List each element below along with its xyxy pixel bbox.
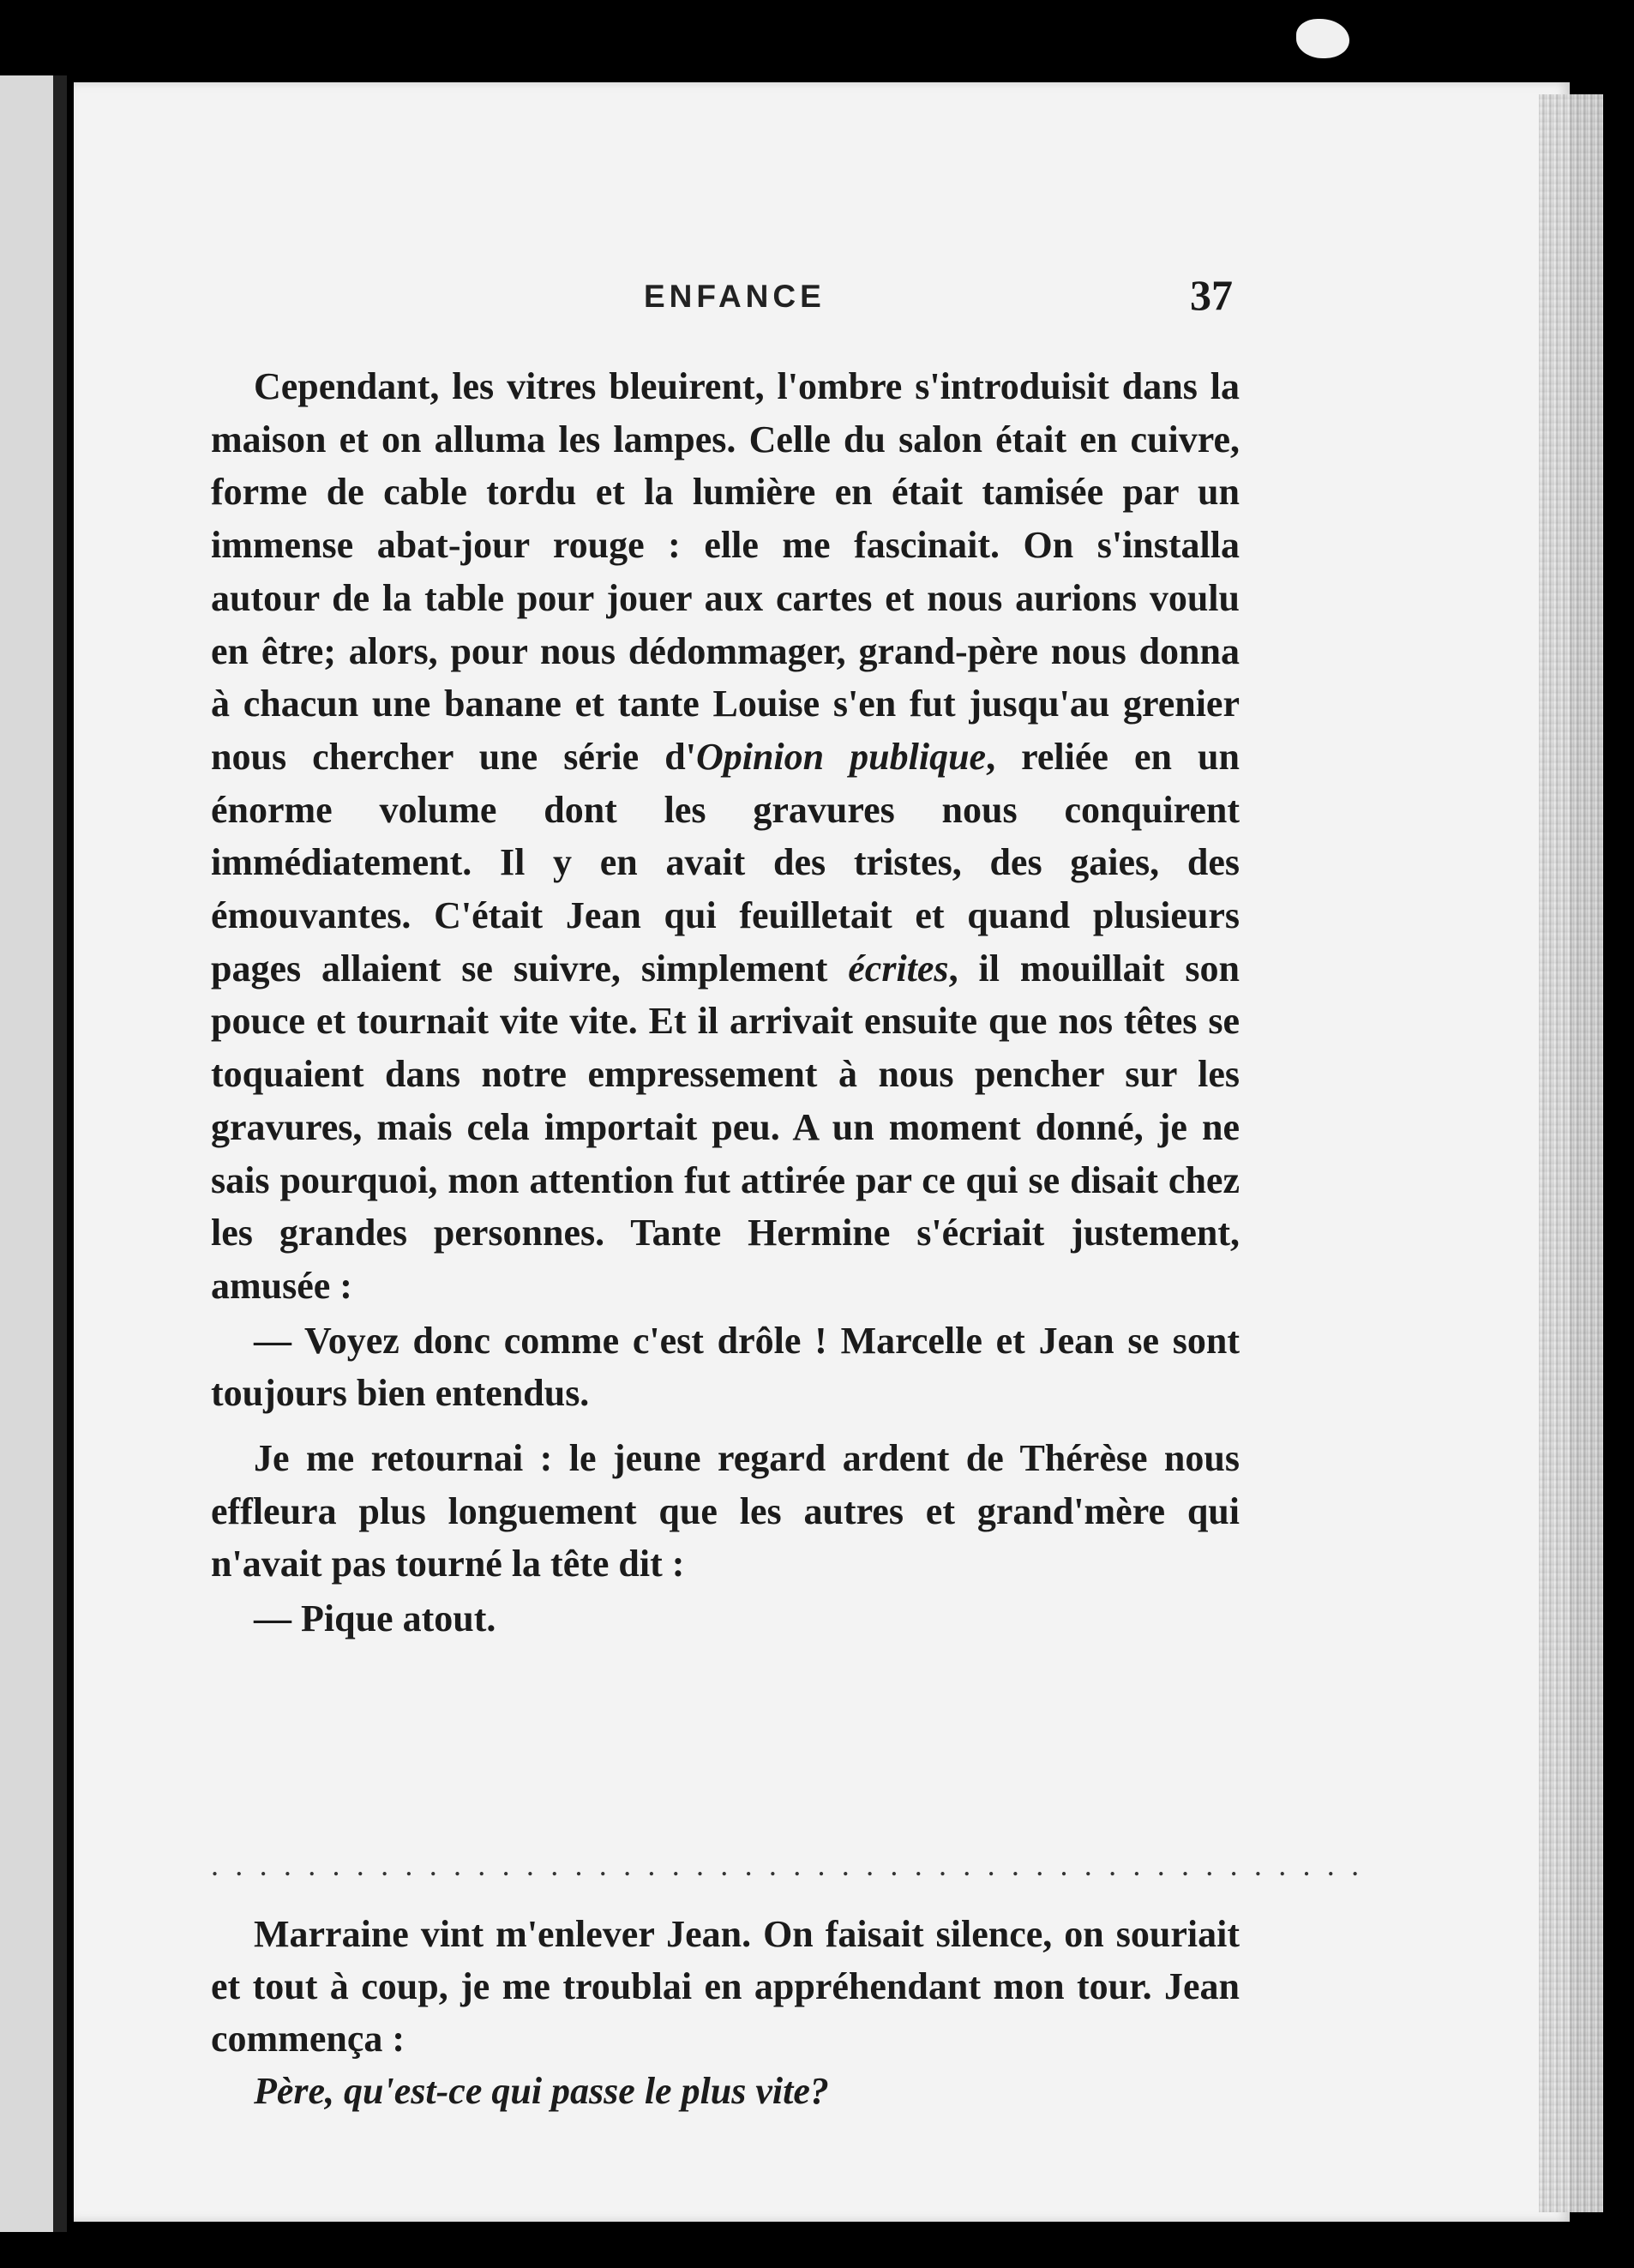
text-run: Je me retournai : le jeune regard ardent de Thérèse nous effleura plus longuement que les autres et grand'mère qui n'avait pas tourné la tête dit : <box>211 1437 1240 1585</box>
italic-text: écrites <box>848 947 949 990</box>
text-run: , reliée en un énorme volume dont les gravures nous conquirent immédiatement. Il y en avait des tristes, des gaies, des émouvantes. C'était Jean qui feuilletait et quand plusieurs pages allaient se suivre, simplement <box>211 735 1240 990</box>
running-head <box>211 270 1240 322</box>
book-gutter <box>53 75 67 2232</box>
left-page-edge <box>0 75 60 2232</box>
body-text-continued <box>211 1908 1240 2117</box>
page-stack-edges <box>1539 94 1603 2212</box>
italic-question: Père, qu'est-ce qui passe le plus vite? <box>254 2070 829 2112</box>
paragraph <box>211 1432 1240 1591</box>
running-head-title: ENFANCE <box>644 279 826 314</box>
body-text <box>211 360 1240 1645</box>
paragraph: Marraine vint m'enlever Jean. On faisait silence, on souriait et tout à coup, je me troublai en appréhendant mon tour. Jean commença : <box>211 1913 1240 2060</box>
paragraph <box>211 360 1240 1313</box>
section-separator: ................................................ <box>211 1848 1376 1882</box>
text-run: — Pique atout. <box>254 1597 496 1640</box>
paragraph <box>211 1314 1240 1420</box>
paragraph <box>211 1592 1240 1645</box>
scan-artifact <box>1296 19 1349 58</box>
italic-text: Opinion publique <box>695 735 987 778</box>
text-run: , il mouillait son pouce et tournait vite vite. Et il arrivait ensuite que nos têtes se toquaient dans notre empressement à nous pencher sur les gravures, mais cela importait peu. A un moment donné, je ne sais pourquoi, mon attention fut attirée par ce qui se disait chez les grandes personnes. Tante Hermine s'écriait justement, amusée : <box>211 947 1241 1307</box>
page-number: 37 <box>1190 271 1233 319</box>
text-run: Cependant, les vitres bleuirent, l'ombre s'introduisit dans la maison et on alluma les lampes. Celle du salon était en cuivre, forme de cable tordu et la lumière en était tamisée par un immense abat-jour rouge : elle me fascinait. On s'installa autour de la table pour jouer aux cartes et nous aurions voulu en être; alors, pour nous dédommager, grand-père nous donna à chacun une banane et tante Louise s'en fut jusqu'au grenier nous chercher une série d' <box>211 365 1240 778</box>
text-run: — Voyez donc comme c'est drôle ! Marcelle et Jean se sont toujours bien entendus. <box>211 1319 1240 1415</box>
